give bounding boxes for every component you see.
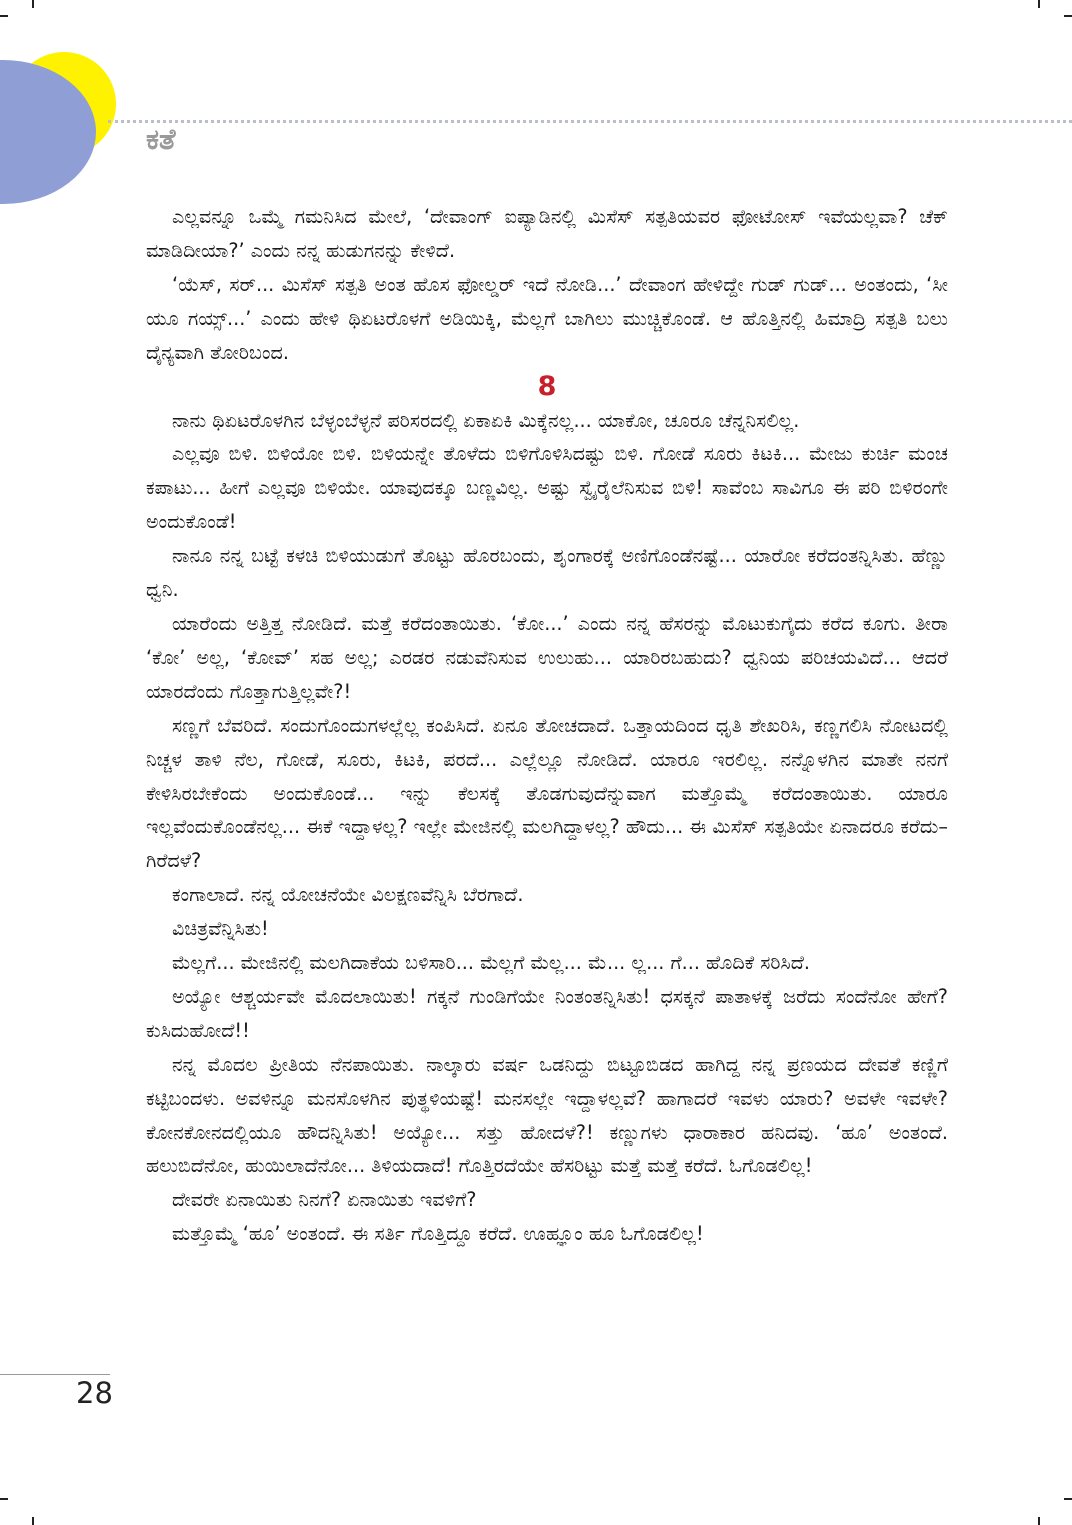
footer-rule (0, 1374, 110, 1375)
crop-mark-top-right (1064, 15, 1072, 17)
header-dotted-rule (108, 120, 1072, 123)
paragraph: ನಾನೂ ನನ್ನ ಬಟ್ಟೆ ಕಳಚಿ ಬಿಳಿಯುಡುಗೆ ತೊಟ್ಟು ಹೊರಬಂದು, ಶೃಂಗಾರಕ್ಕೆ ಅಣಿಗೊಂಡೆನಷ್ಟೆ... ಯಾರೋ ಕರೆದಂತನ್ನಿಸಿತು. ಹೆಣ್ಣು ಧ್ವನಿ. (146, 544, 948, 602)
paragraph: ಕಂಗಾಲಾದೆ. ನನ್ನ ಯೋಚನೆಯೇ ವಿಲಕ್ಷಣವೆನ್ನಿಸಿ ಬೆರಗಾದೆ. (172, 883, 524, 907)
paragraph: ವಿಚಿತ್ರವೆನ್ನಿಸಿತು! (172, 917, 269, 941)
paragraph: ನಾನು ಥಿಏಟರೊಳಗಿನ ಬೆಳ್ಳಂಬೆಳ್ಳನೆ ಪರಿಸರದಲ್ಲಿ ಏಕಾಏಕಿ ಮಿಕ್ಕೆನಲ್ಲ... ಯಾಕೋ, ಚೂರೂ ಚೆನ್ನನಿಸಲಿಲ್ಲ. (172, 408, 800, 432)
crop-mark-top-right-v (1038, 0, 1040, 8)
paragraph: ಎಲ್ಲವನ್ನೂ ಒಮ್ಮೆ ಗಮನಿಸಿದ ಮೇಲೆ, ‘ದೇವಾಂಗ್ ಐಪ್ಯಾಡಿನಲ್ಲಿ ಮಿಸೆಸ್ ಸತ್ಪತಿಯವರ ಫೋಟೋಸ್ ಇವೆಯಲ್ಲವಾ? ಚೆಕ್ ಮಾಡಿದೀಯಾ?’ ಎಂದು ನನ್ನ ಹುಡುಗನನ್ನು ಕೇಳಿದೆ. (146, 205, 948, 262)
page-number: 28 (76, 1376, 113, 1410)
crop-mark-bottom-left (0, 1498, 8, 1500)
crop-mark-top-left-v (32, 0, 34, 8)
paragraph: ಯಾರೆಂದು ಅತ್ತಿತ್ತ ನೋಡಿದೆ. ಮತ್ತೆ ಕರೆದಂತಾಯಿತು. ‘ಕೋ...’ ಎಂದು ನನ್ನ ಹೆಸರನ್ನು ಮೊಟುಕುಗೈದು ಕರೆದ ಕೂಗು. ತೀರಾ ‘ಕೋ’ ಅಲ್ಲ, ‘ಕೋವ್’ ಸಹ ಅಲ್ಲ; ಎರಡರ ನಡುವೆನಿಸುವ ಉಲುಹು... ಯಾರಿರಬಹುದು? ಧ್ವನಿಯ ಪರಿಚಯವಿದೆ... ಆದರೆ ಯಾರದೆಂದು ಗೊತ್ತಾಗುತ್ತಿಲ್ಲವೇ?! (146, 611, 948, 703)
paragraph: ಮೆಲ್ಲಗೆ... ಮೇಜಿನಲ್ಲಿ ಮಲಗಿದಾಕೆಯ ಬಳಿಸಾರಿ... ಮೆಲ್ಲಗೆ ಮೆಲ್ಲ... ಮೆ... ಲ್ಲ... ಗೆ... ಹೊದಿಕೆ ಸರಿಸಿದೆ. (172, 951, 811, 975)
crop-mark-bottom-left-v (32, 1517, 34, 1525)
section-title: ಕತೆ (146, 122, 176, 156)
crop-mark-bottom-right-v (1038, 1517, 1040, 1525)
paragraph: ಎಲ್ಲವೂ ಬಿಳಿ. ಬಿಳಿಯೋ ಬಿಳಿ. ಬಿಳಿಯನ್ನೇ ತೊಳೆದು ಬಿಳಿಗೊಳಿಸಿದಷ್ಟು ಬಿಳಿ. ಗೋಡೆ ಸೂರು ಕಿಟಕಿ... ಮೇಜು ಕುರ್ಚಿ ಮಂಚ ಕಪಾಟು... ಹೀಗೆ ಎಲ್ಲವೂ ಬಿಳಿಯೇ. ಯಾವುದಕ್ಕೂ ಬಣ್ಣವಿಲ್ಲ. ಅಷ್ಟು ಸ್ವೈರೈಲೆನಿಸುವ ಬಿಳಿ! ಸಾವೆಂಬ ಸಾವಿಗೂ ಈ ಪರಿ ಬಿಳಿರಂಗೇ ಅಂದುಕೊಂಡೆ! (146, 442, 948, 534)
story-text (146, 200, 948, 1251)
paragraph: ಸಣ್ಣಗೆ ಬೆವರಿದೆ. ಸಂದುಗೊಂದುಗಳಲ್ಲೆಲ್ಲ ಕಂಪಿಸಿದೆ. ಏನೂ ತೋಚದಾದೆ. ಒತ್ತಾಯದಿಂದ ಧೃತಿ ಶೇಖರಿಸಿ, ಕಣ್ಣಗಲಿಸಿ ನೋಟದಲ್ಲಿ ನಿಚ್ಚಳ ತಾಳಿ ನೆಲ, ಗೋಡೆ, ಸೂರು, ಕಿಟಕಿ, ಪರದೆ... ಎಲ್ಲೆಲ್ಲೂ ನೋಡಿದೆ. ಯಾರೂ ಇರಲಿಲ್ಲ. ನನ್ನೊಳಗಿನ ಮಾತೇ ನನಗೆ ಕೇಳಿಸಿರಬೇಕೆಂದು ಅಂದುಕೊಂಡೆ... ಇನ್ನು ಕೆಲಸಕ್ಕೆ ತೊಡಗುವುದೆನ್ನುವಾಗ ಮತ್ತೊಮ್ಮೆ ಕರೆದಂತಾಯಿತು. ಯಾರೂ ಇಲ್ಲವೆಂದುಕೊಂಡೆನಲ್ಲ... ಈಕೆ ಇದ್ದಾಳಲ್ಲ? ಇಲ್ಲೇ ಮೇಜಿನಲ್ಲಿ ಮಲಗಿದ್ದಾಳಲ್ಲ? ಹೌದು... ಈ ಮಿಸೆಸ್ ಸತ್ಪತಿಯೇ ಏನಾದರೂ ಕರೆದು–ಗಿರೆದಳೆ? (146, 713, 948, 873)
paragraph: ಮತ್ತೊಮ್ಮೆ ‘ಹೂ’ ಅಂತಂದೆ. ಈ ಸರ್ತಿ ಗೊತ್ತಿದ್ದೂ ಕರೆದೆ. ಊಹ್ಞೂಂ ಹೂ ಓಗೊಡಲಿಲ್ಲ! (172, 1222, 704, 1246)
crop-mark-bottom-right (1064, 1498, 1072, 1500)
paragraph: ದೇವರೇ ಏನಾಯಿತು ನಿನಗೆ? ಏನಾಯಿತು ಇವಳಿಗೆ? (172, 1188, 477, 1212)
paragraph: ‘ಯೆಸ್, ಸರ್... ಮಿಸೆಸ್ ಸತ್ಪತಿ ಅಂತ ಹೊಸ ಫೋಲ್ಡರ್ ಇದೆ ನೋಡಿ...’ ದೇವಾಂಗ ಹೇಳಿದ್ದೇ ಗುಡ್ ಗುಡ್... ಅಂತಂದು, ‘ಸೀ ಯೂ ಗಯ್ಸ್...’ ಎಂದು ಹೇಳಿ ಥಿಏಟರೊಳಗೆ ಅಡಿಯಿಕ್ಕಿ, ಮೆಲ್ಲಗೆ ಬಾಗಿಲು ಮುಚ್ಚಿಕೊಂಡೆ. ಆ ಹೊತ್ತಿನಲ್ಲಿ ಹಿಮಾದ್ರಿ ಸತ್ಪತಿ ಬಲು ದೈನ್ಯವಾಗಿ ತೋರಿಬಂದ. (146, 272, 948, 364)
paragraph: ನನ್ನ ಮೊದಲ ಪ್ರೀತಿಯ ನೆನಪಾಯಿತು. ನಾಲ್ಕಾರು ವರ್ಷ ಒಡನಿದ್ದು ಬಿಟ್ಟೂಬಿಡದ ಹಾಗಿದ್ದ ನನ್ನ ಪ್ರಣಯದ ದೇವತೆ ಕಣ್ಣಿಗೆ ಕಟ್ಟಿಬಂದಳು. ಅವಳಿನ್ನೂ ಮನಸೊಳಗಿನ ಪುತ್ಥಳಿಯಷ್ಟೆ! ಮನಸಲ್ಲೇ ಇದ್ದಾಳಲ್ಲವೆ? ಹಾಗಾದರೆ ಇವಳು ಯಾರು? ಅವಳೇ ಇವಳೇ? ಕೋನಕೋನದಲ್ಲಿಯೂ ಹೌದನ್ನಿಸಿತು! ಅಯ್ಯೋ... ಸತ್ತು ಹೋದಳೆ?! ಕಣ್ಣುಗಳು ಧಾರಾಕಾರ ಹನಿದವು. ‘ಹೂ’ ಅಂತಂದೆ. ಹಲುಬಿದೆನೋ, ಹುಯಿಲಾದೆನೋ... ತಿಳಿಯದಾದೆ! ಗೊತ್ತಿರದೆಯೇ ಹೆಸರಿಟ್ಟು ಮತ್ತೆ ಮತ್ತೆ ಕರೆದೆ. ಓಗೊಡಲಿಲ್ಲ! (146, 1052, 948, 1178)
chapter-number: 8 (537, 370, 557, 402)
paragraph: ಅಯ್ಯೋ ಆಶ್ಚರ್ಯವೇ ಮೊದಲಾಯಿತು! ಗಕ್ಕನೆ ಗುಂಡಿಗೆಯೇ ನಿಂತಂತನ್ನಿಸಿತು! ಧಸಕ್ಕನೆ ಪಾತಾಳಕ್ಕೆ ಜರೆದು ಸಂದೆನೋ ಹೇಗೆ? ಕುಸಿದುಹೋದೆ!! (146, 984, 948, 1042)
crop-mark-top-left (0, 15, 8, 17)
